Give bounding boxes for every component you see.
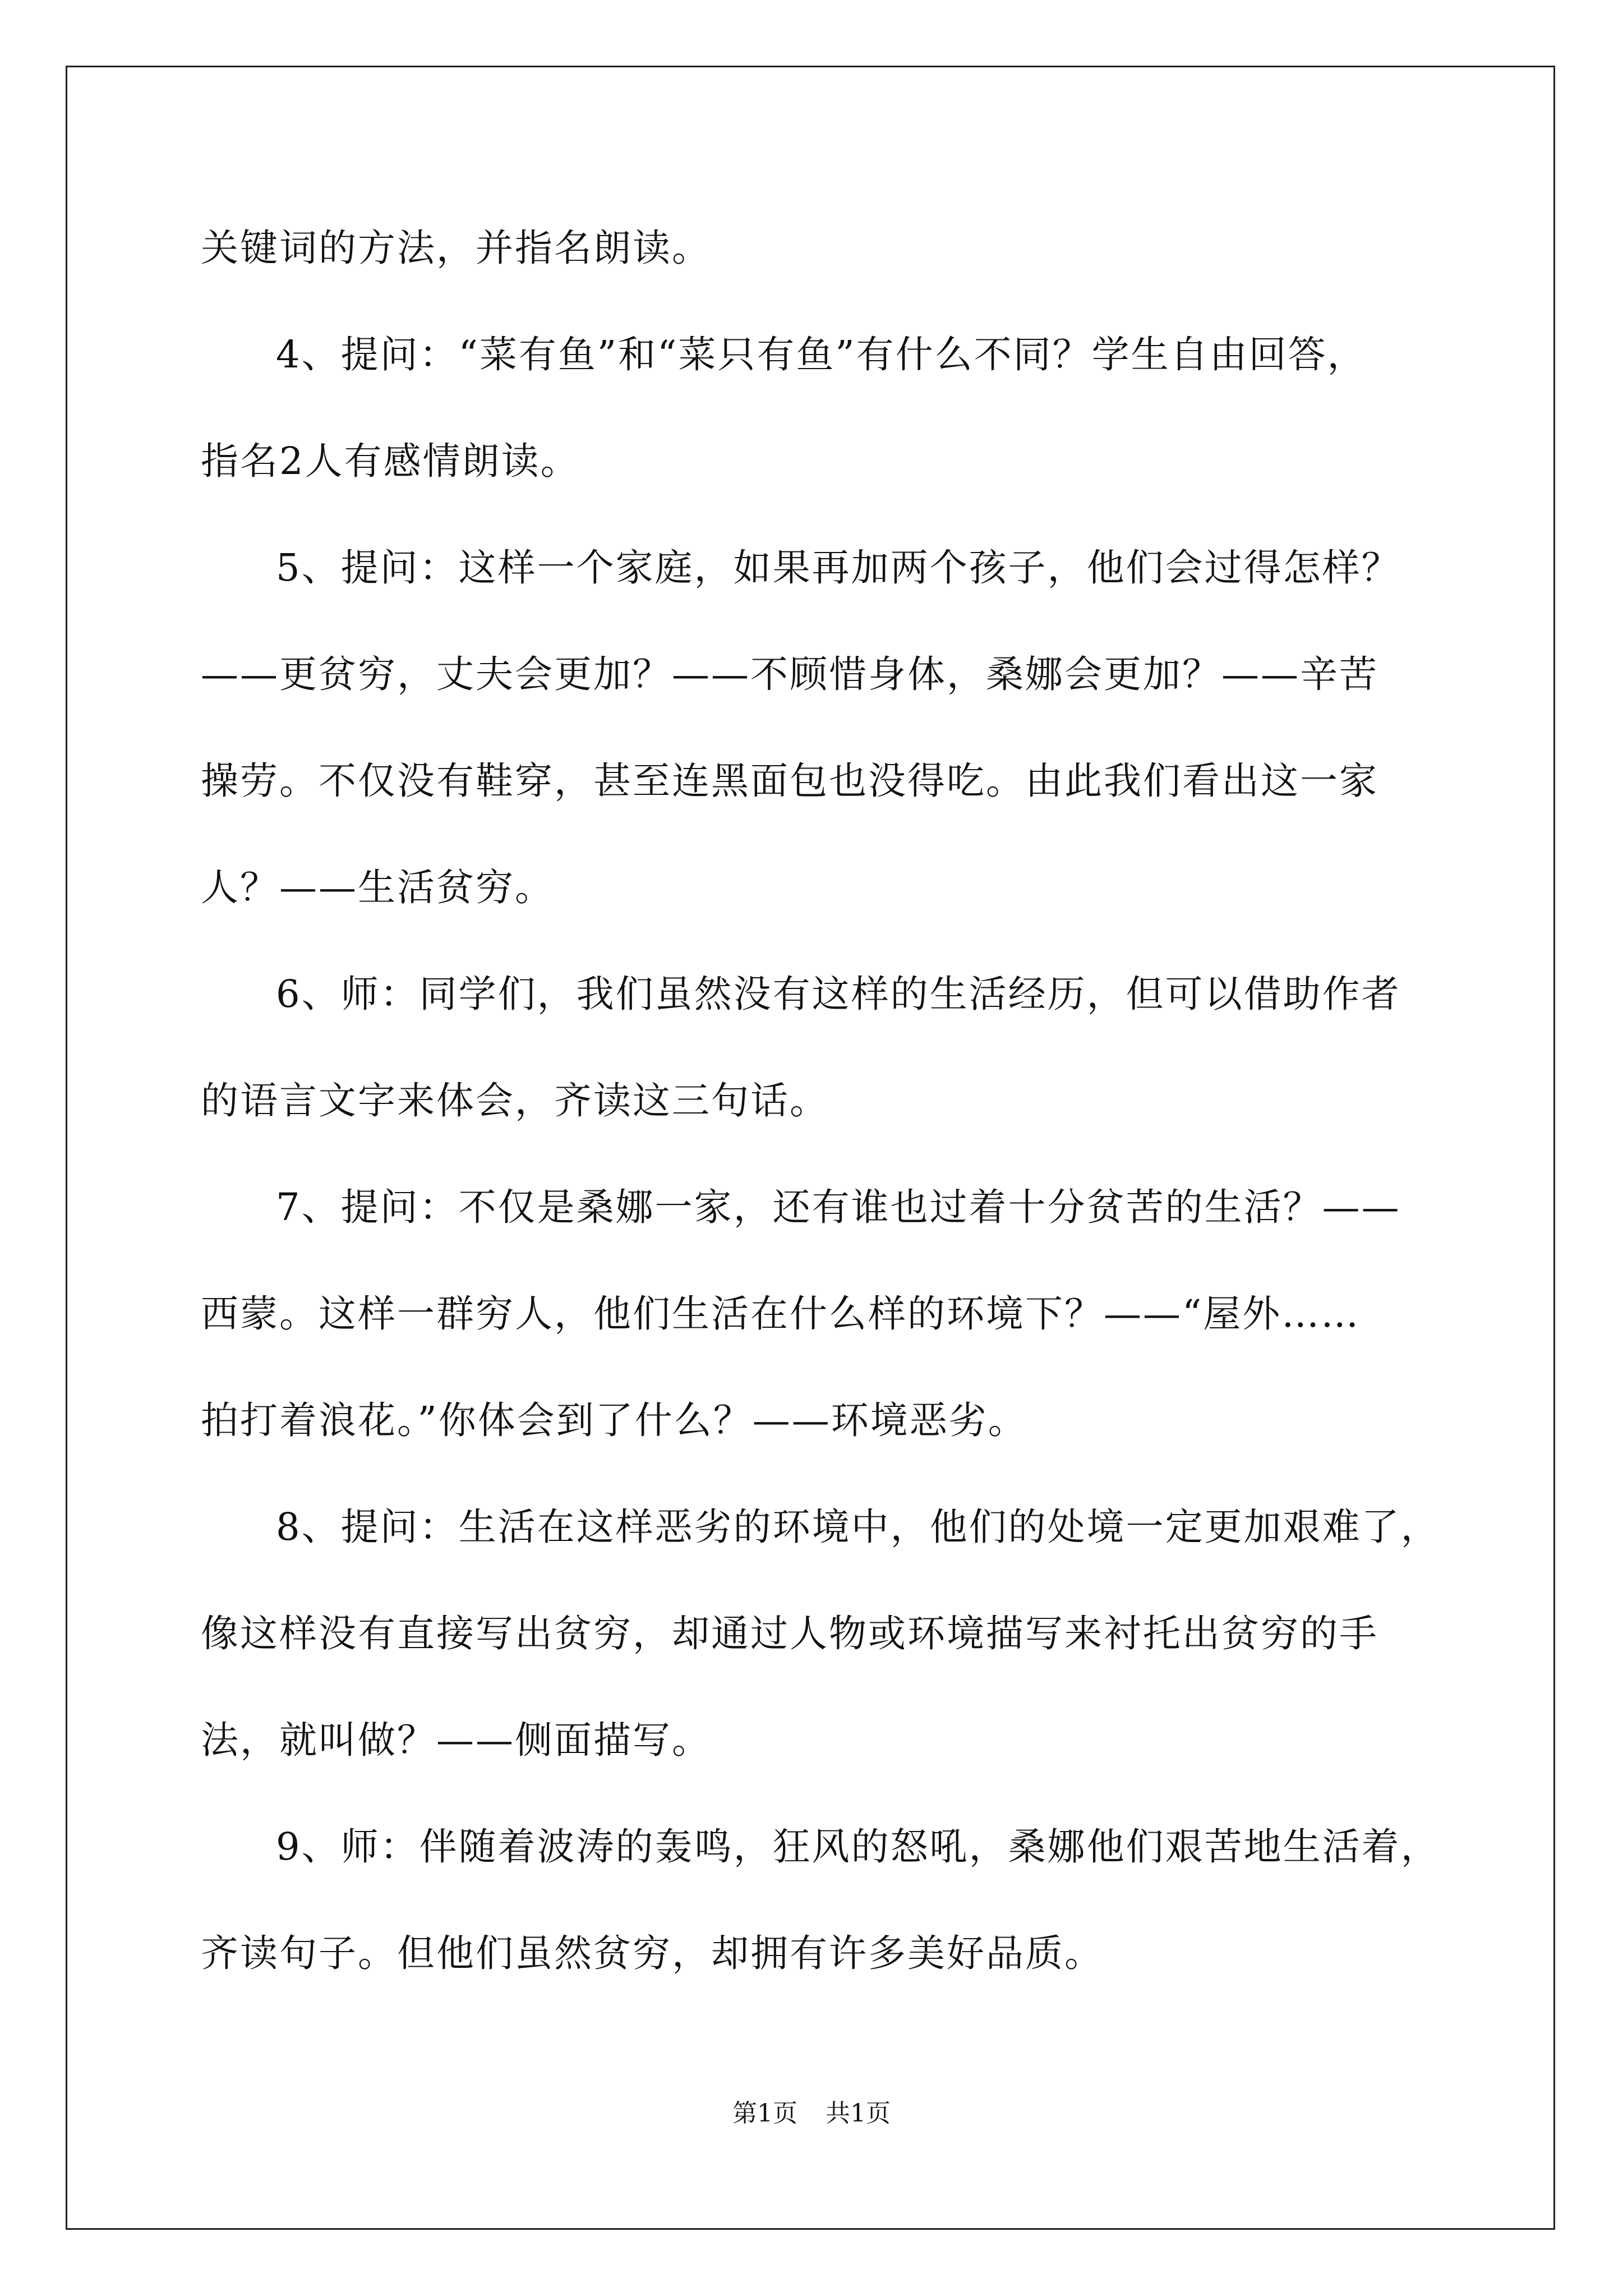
text-line: 人？——生活贫穷。 — [201, 866, 554, 909]
text-line: 指名2人有感情朗读。 — [201, 439, 580, 483]
text-line: 像这样没有直接写出贫穷，却通过人物或环境描写来衬托出贫穷的手 — [201, 1612, 1378, 1655]
text-line: 7、提问：不仅是桑娜一家，还有谁也过着十分贫苦的生活？—— — [276, 1185, 1401, 1229]
page-footer — [0, 2097, 1623, 2131]
page-number: 第1页 — [732, 2099, 797, 2128]
page-total: 共1页 — [826, 2099, 891, 2128]
text-line: 西蒙。这样一群穷人，他们生活在什么样的环境下？——“屋外…… — [201, 1292, 1361, 1336]
text-line: 拍打着浪花。”你体会到了什么？——环境恶劣。 — [201, 1398, 1027, 1442]
text-line: 法，就叫做？——侧面描写。 — [201, 1718, 711, 1762]
text-line: 5、提问：这样一个家庭，如果再加两个孩子，他们会过得怎样？ — [276, 546, 1401, 590]
text-line: 的语言文字来体会，齐读这三句话。 — [201, 1079, 829, 1122]
text-line: 齐读句子。但他们虽然贫穷，却拥有许多美好品质。 — [201, 1931, 1104, 1975]
text-line: ——更贫穷，丈夫会更加？——不顾惜身体，桑娜会更加？——辛苦 — [201, 652, 1378, 696]
page-border — [66, 66, 1555, 2230]
text-line: 8、提问：生活在这样恶劣的环境中，他们的处境一定更加艰难了， — [276, 1505, 1440, 1549]
text-line: 4、提问：“菜有鱼”和“菜只有鱼”有什么不同？学生自由回答， — [276, 333, 1367, 376]
text-line: 9、师：伴随着波涛的轰鸣，狂风的怒吼，桑娜他们艰苦地生活着， — [276, 1825, 1440, 1869]
text-line: 关键词的方法，并指名朗读。 — [201, 226, 711, 270]
text-line: 操劳。不仅没有鞋穿，甚至连黑面包也没得吃。由此我们看出这一家 — [201, 759, 1378, 803]
text-line: 6、师：同学们，我们虽然没有这样的生活经历，但可以借助作者 — [276, 972, 1401, 1016]
